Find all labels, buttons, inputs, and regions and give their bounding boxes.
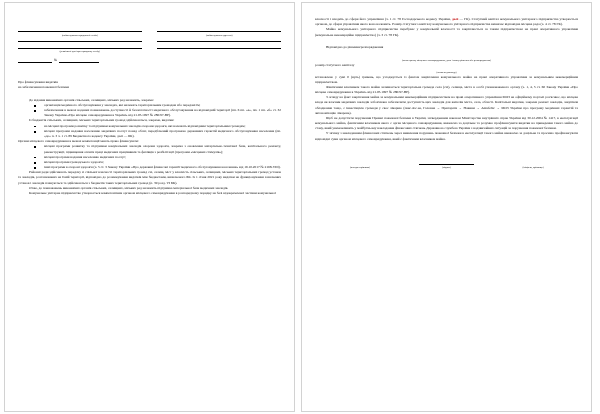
page-1-body	[18, 98, 281, 196]
highlight-term: далі	[452, 17, 459, 21]
page-title	[18, 80, 281, 91]
name-note: (ініціали, прізвище)	[522, 166, 544, 170]
decision-source-note: (назва органу місцевого самоврядування, дата і номер рішення або розпорядження)	[401, 59, 492, 63]
number-blank[interactable]	[59, 58, 99, 63]
addressee-note-1: (найменування адресата)	[205, 33, 233, 37]
capital-amount-line: розмір статутного капіталу	[315, 63, 355, 68]
body-paragraph: Районні ради здійснюють передачу зі спільної власності територіальних громад сіл, селищ, міст у власність сільських, селищних, міських територіальних громад установ та закладів, розташованих на їхній території, відповідно до розмежування видатків між бюджетами, визначеного БК. Із 1 січня 2021 року видатки на функціонування зазначених установ і закладів плануються та здійснюються з бюджетів таких територіальних громад (п. 39 розд. VI БК).	[18, 170, 281, 185]
sender-rule-3	[18, 48, 142, 49]
position-note: (посада керівника)	[349, 166, 370, 170]
bullet-list	[18, 103, 281, 119]
document-page-1	[4, 2, 295, 412]
bullet-list	[18, 124, 281, 140]
signature-name	[494, 165, 572, 170]
date-blank[interactable]	[18, 58, 52, 63]
list-item: місцеві програми громадського здоров'я;	[38, 160, 281, 165]
letterhead-sender	[18, 31, 142, 63]
signature-block	[315, 164, 578, 170]
addressee-rule-1	[157, 31, 281, 32]
body-paragraph: Майно комунального унітарного підприємства перебуває у комунальній власності та закріплюється за таким підприємством на праві оперативного управління (комунальне некомерційне підприємство) (ч. 3 ст. 78 ГК).	[315, 27, 578, 37]
body-paragraph: Отже, до повноважень виконавчих органів сільських, селищних, міських рад належить підтримка матеріальної бази медичних закладів.	[29, 185, 229, 190]
page-1-content	[5, 3, 294, 411]
body-paragraph: Комунальне унітарне підприємство утворюється компетентним органом місцевого самоврядування в розпорядчому порядку на базі відокремленої частини комунальної	[29, 190, 276, 195]
text-after-highlight: — ГК). Статутний капітал комунального унітарного підприємства утворюється органом, до сфери управління якого воно належить. Розмір статутного капіталу комунального унітарного підприємства визначає відповідна місцева рада (ч. 4 ст. 78 ГК).	[315, 17, 578, 27]
sender-rule-1	[18, 31, 142, 32]
document-page-2	[301, 2, 592, 412]
number-sign: №	[54, 58, 58, 62]
addressee-rule-2	[157, 41, 281, 42]
decision-reference-block	[315, 45, 578, 85]
capital-established-line: встановлено у сумі 0 (нуль) гривень, що узгоджується із фактом закріплення комунального майна на праві оперативного управління за комунальним некомерційним підприємством.	[315, 74, 578, 84]
body-paragraph: Органи місцевого самоврядування в межах компетенції мають право фінансувати:	[18, 139, 139, 144]
outgoing-number-line	[18, 58, 142, 63]
body-paragraph: До відання виконавчих органів сільських, селищних, міських рад належить, зокрема:	[29, 97, 154, 102]
page-2-content	[302, 3, 591, 411]
body-paragraph: Фактичним власником такого майна залишається територіальна громада села (сіл), селища, міста в особі уповноваженого органу (ч. 1, 4, 5 ст. 60 Закону України «Про місцеве самоврядування в Україні» від 21.05.1997 № 280/97-ВР).	[315, 84, 578, 95]
list-item: на місцеві програми розвитку та підтримки комунальних закладів охорони здоров'я, які належать відповідним територіальним громадам;	[38, 124, 281, 129]
addressee-rule-3	[157, 48, 281, 49]
decision-lead-line: Відповідно до рішення/розпорядження	[326, 44, 384, 49]
signature-position	[321, 165, 399, 170]
medical-facility-note: (назва медзакладу)	[436, 70, 457, 74]
list-item: інші програми в охороні здоров'я (ч. 5 ст. 3 Закону України «Про державні фінансові гарантії медичного обслуговування населення» від 19.10.2017 № 2168-VIII).	[38, 165, 281, 170]
body-paragraph: Із бюджетів сільських, селищних, міських територіальних громад здійснюються, зокрема, видатки:	[29, 118, 175, 123]
letterhead-block	[18, 31, 281, 63]
bullet-list	[18, 144, 281, 170]
signature-sign[interactable]	[408, 164, 486, 170]
body-paragraph: З огляду на факт закріплення майна за комунальним некомерційним підприємством на праві оперативного управління МОЗ на офіційному порталі роз'яснює, що місцева влада як власник медичних закладів зобов'язана забезпечити доступність цих закладів для жителів міста, села, області. Капітальні видатки, зокрема ремонт закладів, закупівля обладнання тощо, є інвестицією громади у своє лікарню (пакс.doc.ua, Головна → Препарати → Новини → Antufebic → МОЗ України про програму медичних гарантій та автономізацію лікарень).	[315, 95, 578, 115]
title-line-2: на забезпечення пожежної безпеки	[18, 85, 69, 90]
list-item: місцеві програми надання населенню медичних послуг понад обсяг, передбачений програмою державних гарантій медичного обслуговування населення (пп. «до» п. 3 ч. 1 ст. 89 Бюджетного кодексу України, далі — БК).	[38, 129, 281, 139]
list-item: місцеві програми надання населенню медичних послуг;	[38, 155, 281, 160]
body-paragraph: У зв'язку з накладанням фінансових стягнень через виявлення порушень пожежної безпеки в експлуатації такого майна вважаємо за доцільне та просимо профінансувати відповідні суми органом місцевого самоврядування, який є фактичним власником майна.	[315, 131, 578, 141]
list-item: організація медичного обслуговування у закладах, які належать територіальним громадам або передані їм;	[38, 103, 281, 108]
sender-note-2: (реквізитні дані про юридичну особу)	[59, 50, 100, 54]
sender-note-1: (найменування юридичної особи)	[61, 33, 98, 37]
title-line-1: Про фінансування видатків	[18, 80, 58, 85]
list-item: місцеві програми розвитку та підтримки комунальних закладів охорони здоров'я, зокрема з оновлення матеріально-технічної бази, капітального ремонту, реконструкції, підвищення оплати праці медичних працівників та фахівців з реабілітації (програми «місцевих стимулів»);	[38, 144, 281, 154]
sign-note: (підпис)	[442, 166, 451, 170]
body-paragraph-continued	[315, 17, 578, 27]
text-before-highlight: власності і входить до сфери його управління (ч. 1 ст. 78 Господарського кодексу України,	[315, 17, 453, 21]
sign-rule	[419, 164, 473, 165]
sender-rule-2	[18, 41, 142, 42]
body-paragraph: Щоб не допустити порушення Правил пожежної безпеки в Україні, затвердженим наказом Міністерства внутрішніх справ України від 30.12.2004 № 1417, в експлуатації комунального майна, фактичним власником якого є орган місцевого самоврядування, вважаємо за доцільне та розумно профінансувати видатки на приведення такого майна до стану, який унеможливить у майбутньому накладання фінансових стягнень Державною службою України з надзвичайних ситуацій за порушення пожежної безпеки.	[315, 115, 578, 131]
letterhead-addressee	[157, 31, 281, 54]
list-item: забезпечення в межах наданих повноважень доступності й безоплатності медичного обслуговування на відповідній території (пп. 6 пп. «а», пп. 1 пп. «б» ст. 32 Закону України «Про місцеве самоврядування в Україні» від 21.05.1997 № 280/97-ВР).	[38, 108, 281, 118]
